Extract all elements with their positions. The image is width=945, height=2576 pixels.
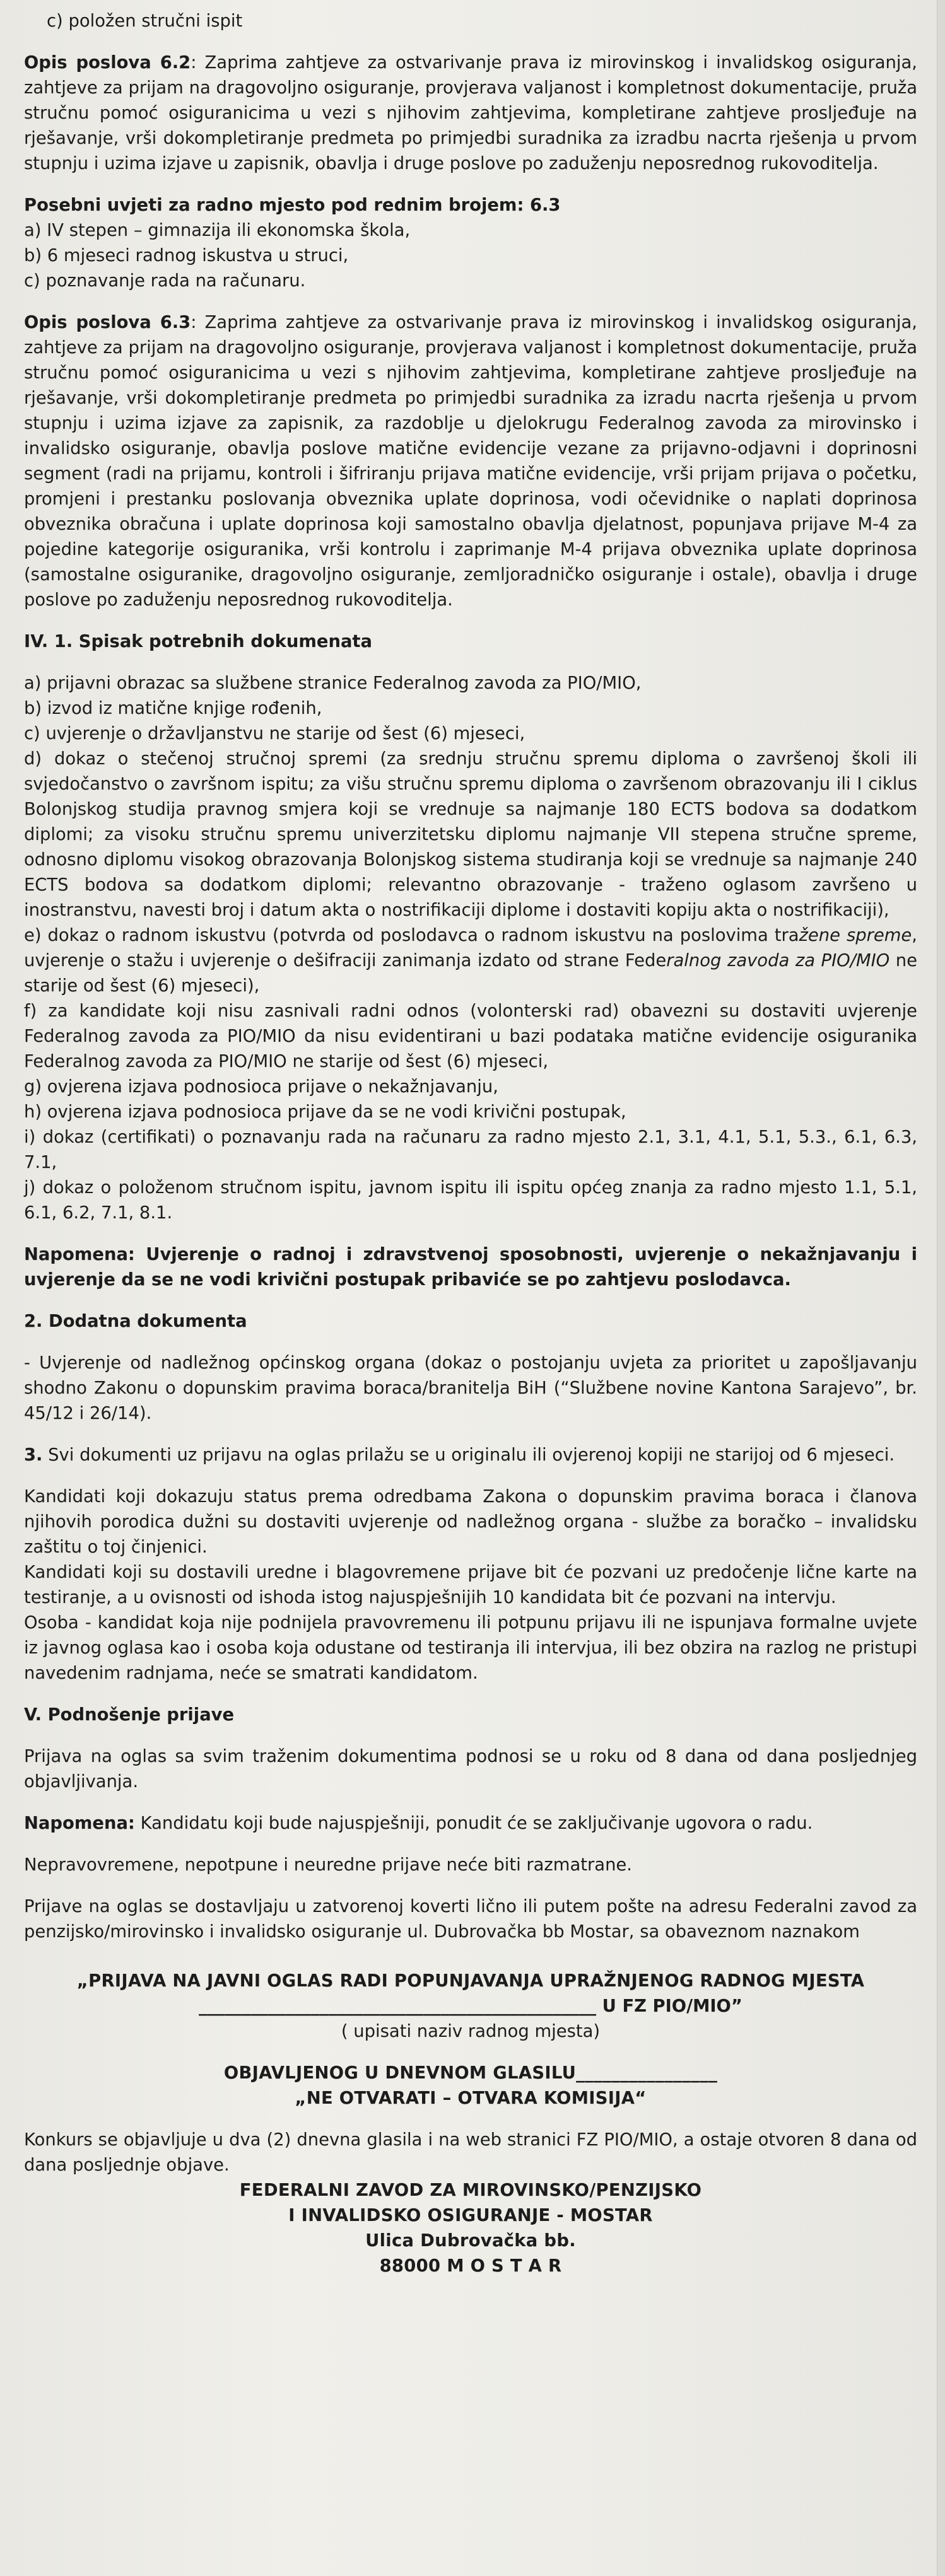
- document-item-e-italic: ralnog zavoda za PIO/MIO: [666, 951, 890, 970]
- document-item-h: h) ovjerena izjava podnosioca prijave da se ne vodi krivični postupak,: [24, 1102, 626, 1122]
- signature-line-3: Ulica Dubrovačka bb.: [365, 2231, 576, 2251]
- document-item-i: i) dokaz (certifikati) o poznavanju rada na računaru za radno mjesto 2.1, 3.1, 4.1, 5.1, 5.3., 6.1, 6.3, 7.1,: [24, 1128, 917, 1172]
- publication-note: Konkurs se objavljuje u dva (2) dnevna glasila i na web stranici FZ PIO/MIO, a ostaje otvoren 8 dana od dana posljednje objave.: [24, 2130, 917, 2175]
- job-description-6-3-text: : Zaprima zahtjeve za ostvarivanje prava iz mirovinskog i invalidskog osiguranja, zahtjeve za prijam na dragovoljno osiguranje, provjerava valjanost i kompletnost dokumentacije, pruža stručnu pomoć osiguranicima u vezi s njihovim zahtjevima, kompletirane zahtjeve prosljeđuje na rješavanje, vrši dokompletiranje predmeta po primjedbi suradnika za izradu nacrta rješenja u prvom stupnju i uzima izjave za zapisnik, za razdoblje u djelokrugu Federalnog zavoda za mirovinsko i invalidsko osiguranje, obavlja poslove matične evidencije vezane za prijavno-odjavni i doprinosni segment (radi na prijamu, kontroli i šifriranju prijava matične evidencije, vrši prijam prijava o početku, promjeni i prestanku poslovanja obveznika uplate doprinosa, vodi očevidnike o naplati doprinosa obveznika obračuna i uplate doprinosa koji samostalno obavlja djelatnost, popunjava prijave M-4 za pojedine kategorije osiguranika, vrši kontrolu i zaprimanje M-4 prijava obveznika uplate doprinosa (samostalne osiguranike, dragovoljno osiguranje, zemljoradničko osiguranje i ostale), obavlja i druge poslove po zaduženju neposrednog rukovoditelja.: [24, 313, 917, 610]
- document-item-a: a) prijavni obrazac sa službene stranice Federalnog zavoda za PIO/MIO,: [24, 673, 642, 693]
- job-description-6-2-text: : Zaprima zahtjeve za ostvarivanje prava iz mirovinskog i invalidskog osiguranja, zahtjeve za prijam na dragovoljno osiguranje, provjerava valjanost i kompletnost dokumentacije, pruža stručnu pomoć osiguranicima u vezi s njihovim zahtjevima, kompletirane zahtjeve prosljeđuje na rješavanje, vrši dokompletiranje predmeta po primjedbi suradnika za izradbu nacrta rješenja u prvom stupnju i uzima izjave u zapisnik, obavlja i druge poslove po zaduženju neposrednog rukovoditelja.: [24, 53, 917, 173]
- section-v-heading: V. Podnošenje prijave: [24, 1705, 235, 1725]
- requirement-item-c: c) položen stručni ispit: [47, 11, 243, 31]
- note-contract: [24, 1811, 917, 1836]
- note-contract-text: Kandidatu koji bude najuspješniji, ponudit će se zaključivanje ugovora o radu.: [134, 1814, 813, 1833]
- testing-paragraph: Kandidati koji su dostavili uredne i blagovremene prijave bit će pozvani uz predočenje lične karte na testiranje, a u ovisnosti od ishoda istog najuspješnijih 10 kandidata bit će pozvani na intervju.: [24, 1563, 917, 1607]
- additional-documents-text: - Uvjerenje od nadležnog općinskog organa (dokaz o postojanju uvjeta za prioritet u zapošljavanju shodno Zakonu o dopunskim pravima boraca/branitelja BiH (“Službene novine Kantona Sarajevo”, br. 45/12 i 26/14).: [24, 1353, 917, 1423]
- document-item-e-italic: žene spreme: [799, 926, 912, 945]
- signature-line-4: 88000 M O S T A R: [379, 2256, 562, 2276]
- delivery-address-paragraph: Prijave na oglas se dostavljaju u zatvorenoj koverti lično ili putem pošte na adresu Federalni zavod za penzijsko/mirovinsko i invalidsko osiguranje ul. Dubrovačka bb Mostar, sa obaveznom naznakom: [24, 1897, 917, 1942]
- signature-line-1: FEDERALNI ZAVOD ZA MIROVINSKO/PENZIJSKO: [239, 2181, 702, 2200]
- note-certificates: Napomena: Uvjerenje o radnoj i zdravstvenoj sposobnosti, uvjerenje o nekažnjavanju i uvjerenje da se ne vodi krivični postupak pribaviće se po zahtjevu poslodavca.: [24, 1245, 917, 1290]
- section-3-label: 3.: [24, 1445, 43, 1465]
- job-description-6-2: [24, 50, 917, 177]
- envelope-line-1: „PRIJAVA NA JAVNI OGLAS RADI POPUNJAVANJA UPRAŽNJENOG RADNOG MJESTA: [76, 1971, 865, 1991]
- document-item-e-part: , uvjerenje o stažu i uvjerenje o dešifraciji zanimanja izdato od strane Fede: [24, 926, 917, 970]
- document-item-e: [24, 923, 917, 999]
- envelope-line-2: ______________________________________________ U FZ PIO/MIO”: [199, 1996, 742, 2016]
- job-description-6-3-label: Opis poslova 6.3: [24, 313, 191, 332]
- envelope-line-3: ( upisati naziv radnog mjesta): [341, 2022, 601, 2041]
- required-documents-list: [24, 671, 917, 1226]
- list-item: a) IV stepen – gimnazija ili ekonomska škola,: [24, 221, 411, 240]
- signature-block: [24, 2178, 917, 2279]
- list-item: b) 6 mjeseci radnog iskustva u struci,: [24, 246, 349, 265]
- submission-deadline: Prijava na oglas sa svim traženim dokumentima podnosi se u roku od 8 dana od dana posljednjeg objavljivanja.: [24, 1747, 917, 1792]
- veterans-status-paragraph: Kandidati koji dokazuju status prema odredbama Zakona o dopunskim pravima boraca i članova njihovih porodica dužni su dostaviti uvjerenje od nadležnog organa - službe za boračko – invalidsku zaštitu o toj činjenici.: [24, 1487, 917, 1557]
- job-description-6-3: [24, 310, 917, 613]
- documents-originals-note: [24, 1443, 917, 1468]
- document-item-f: f) za kandidate koji nisu zasnivali radni odnos (volonterski rad) obavezni su dostaviti uvjerenje Federalnog zavoda za PIO/MIO da nisu evidentirani u bazi podataka matične evidencije osiguranika Federalnog zavoda za PIO/MIO ne starije od šest (6) mjeseci,: [24, 1001, 917, 1071]
- section-iv-heading: IV. 1. Spisak potrebnih dokumenata: [24, 632, 373, 651]
- non-candidate-paragraph: Osoba - kandidat koja nije podnijela pravovremenu ili potpunu prijavu ili ne ispunjava formalne uvjete iz javnog oglasa kao i osoba koja odustane od testiranja ili intervjua, ili bez obzira na razlog ne pristupi navedenim radnjama, neće se smatrati kandidatom.: [24, 1613, 917, 1683]
- additional-documents-heading: 2. Dodatna dokumenta: [24, 1312, 247, 1331]
- page-edge: [937, 0, 945, 2576]
- document-item-d: d) dokaz o stečenoj stručnoj spremi (za srednju stručnu spremu diploma o završenoj školi ili svjedočanstvo o završnom ispitu; za višu stručnu spremu diploma o završenom obrazovanju ili I ciklus Bolonjskog studija pravnog smjera koji se vrednuje sa najmanje 180 ECTS bodova sa dodatkom diplomi; za visoku stručnu spremu univerzitetsku diplomu najmanje VII stepena stručne spreme, odnosno diplomu visokog obrazovanja Bolonjskog sistema studiranja koji se vrednuje sa najmanje 240 ECTS bodova sa dodatkom diplomi; relevantno obrazovanje - traženo oglasom završeno u inostranstvu, navesti broj i datum akta o nostrifikaciji diplome i dostaviti kopiju akta o nostrifikaciji),: [24, 749, 917, 920]
- special-requirements-6-3-list: [24, 218, 917, 294]
- note-contract-label: Napomena:: [24, 1814, 135, 1833]
- document-item-b: b) izvod iz matične knjige rođenih,: [24, 699, 322, 718]
- envelope-line-5: „NE OTVARATI – OTVARA KOMISIJA“: [295, 2089, 647, 2108]
- envelope-marking: [24, 1969, 917, 2111]
- signature-line-2: I INVALIDSKO OSIGURANJE - MOSTAR: [288, 2206, 653, 2225]
- document-item-g: g) ovjerena izjava podnosioca prijave o nekažnjavanju,: [24, 1077, 498, 1097]
- list-item: c) poznavanje rada na računaru.: [24, 271, 306, 291]
- special-requirements-6-3-heading: Posebni uvjeti za radno mjesto pod rednim brojem: 6.3: [24, 195, 561, 215]
- job-description-6-2-label: Opis poslova 6.2: [24, 53, 191, 73]
- document-item-e-part: e) dokaz o radnom iskustvu (potvrda od poslodavca o radnom iskustvu na poslovima tra: [24, 926, 799, 945]
- document-item-e-part: ne starije od šest (6) mjeseci),: [24, 951, 918, 996]
- document-item-j: j) dokaz o položenom stručnom ispitu, javnom ispitu ili ispitu općeg znanja za radno mjesto 1.1, 5.1, 6.1, 6.2, 7.1, 8.1.: [24, 1178, 917, 1223]
- document-item-c: c) uvjerenje o državljanstvu ne starije od šest (6) mjeseci,: [24, 724, 525, 743]
- envelope-line-4: OBJAVLJENOG U DNEVNOM GLASILU________________: [223, 2063, 718, 2083]
- incomplete-applications-note: Nepravovremene, nepotpune i neuredne prijave neće biti razmatrane.: [24, 1855, 632, 1875]
- section-3-text: Svi dokumenti uz prijavu na oglas prilažu se u originalu ili ovjerenoj kopiji ne starijoj od 6 mjeseci.: [42, 1445, 895, 1465]
